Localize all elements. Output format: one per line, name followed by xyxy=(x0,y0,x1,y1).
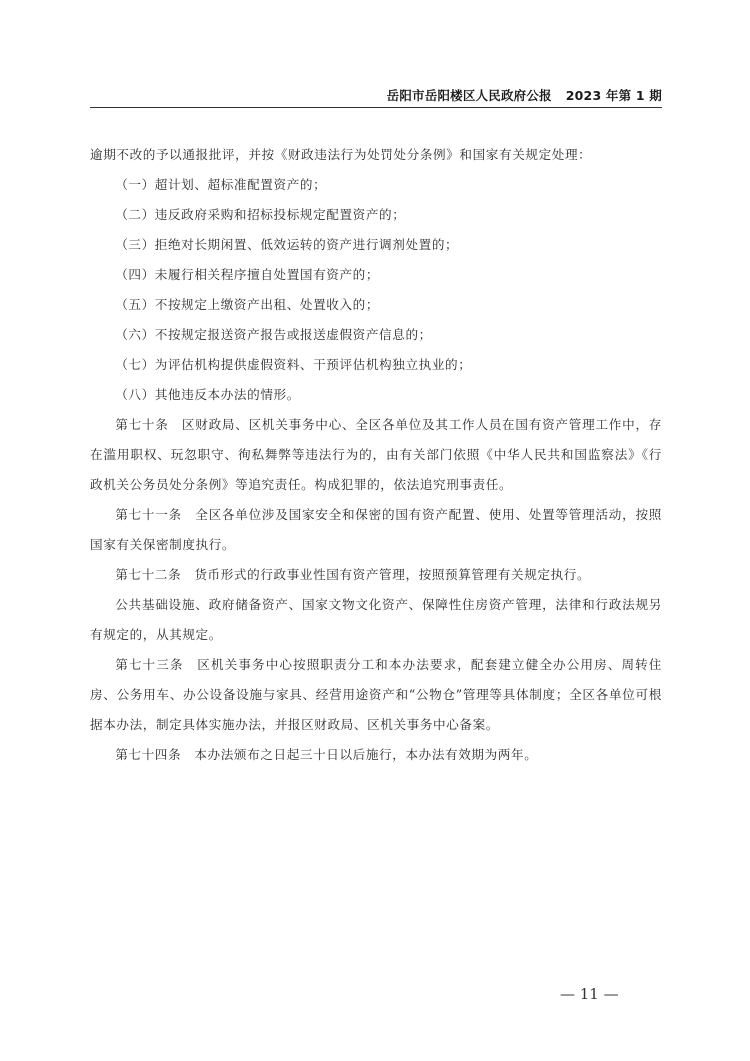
list-item: （二）违反政府采购和招标投标规定配置资产的； xyxy=(115,207,406,222)
list-item: （四）未履行相关程序擅自处置国有资产的； xyxy=(115,267,380,282)
list-item: （八）其他违反本办法的情形。 xyxy=(115,387,300,402)
publication-title: 岳阳市岳阳楼区人民政府公报 xyxy=(386,88,552,103)
document-body xyxy=(90,140,662,770)
list-item: （六）不按规定报送资产报告或报送虚假资产信息的； xyxy=(115,327,432,342)
list-item: （七）为评估机构提供虚假资料、干预评估机构独立执业的； xyxy=(115,357,472,372)
list-item: （五）不按规定上缴资产出租、处置收入的； xyxy=(115,297,380,312)
article-71: 第七十一条 全区各单位涉及国家安全和保密的国有资产配置、使用、处置等管理活动，按照国家有关保密制度执行。 xyxy=(90,507,662,552)
issue-number: 2023 年第 1 期 xyxy=(565,88,662,103)
article-70: 第七十条 区财政局、区机关事务中心、全区各单位及其工作人员在国有资产管理工作中，存在滥用职权、玩忽职守、徇私舞弊等违法行为的，由有关部门依照《中华人民共和国监察法》《行政机关公务员处分条例》等追究责任。构成犯罪的，依法追究刑事责任。 xyxy=(90,417,662,492)
header-rule xyxy=(90,107,662,108)
list-item: （三）拒绝对长期闲置、低效运转的资产进行调剂处置的； xyxy=(115,237,459,252)
paragraph-continuation: 逾期不改的予以通报批评，并按《财政违法行为处罚处分条例》和国家有关规定处理： xyxy=(90,147,592,162)
article-74: 第七十四条 本办法颁布之日起三十日以后施行，本办法有效期为两年。 xyxy=(115,747,538,762)
article-72: 第七十二条 货币形式的行政事业性国有资产管理，按照预算管理有关规定执行。 xyxy=(115,567,591,582)
article-72-paragraph-2: 公共基础设施、政府储备资产、国家文物文化资产、保障性住房资产管理，法律和行政法规另有规定的，从其规定。 xyxy=(90,597,662,642)
article-73: 第七十三条 区机关事务中心按照职责分工和本办法要求，配套建立健全办公用房、周转住房、公务用车、办公设备设施与家具、经营用途资产和“公物仓”管理等具体制度；全区各单位可根据本办法，制定具体实施办法，并报区财政局、区机关事务中心备案。 xyxy=(90,657,662,732)
page-number: — 11 — xyxy=(560,985,619,1003)
list-item: （一）超计划、超标准配置资产的； xyxy=(115,177,327,192)
running-header xyxy=(90,86,662,104)
